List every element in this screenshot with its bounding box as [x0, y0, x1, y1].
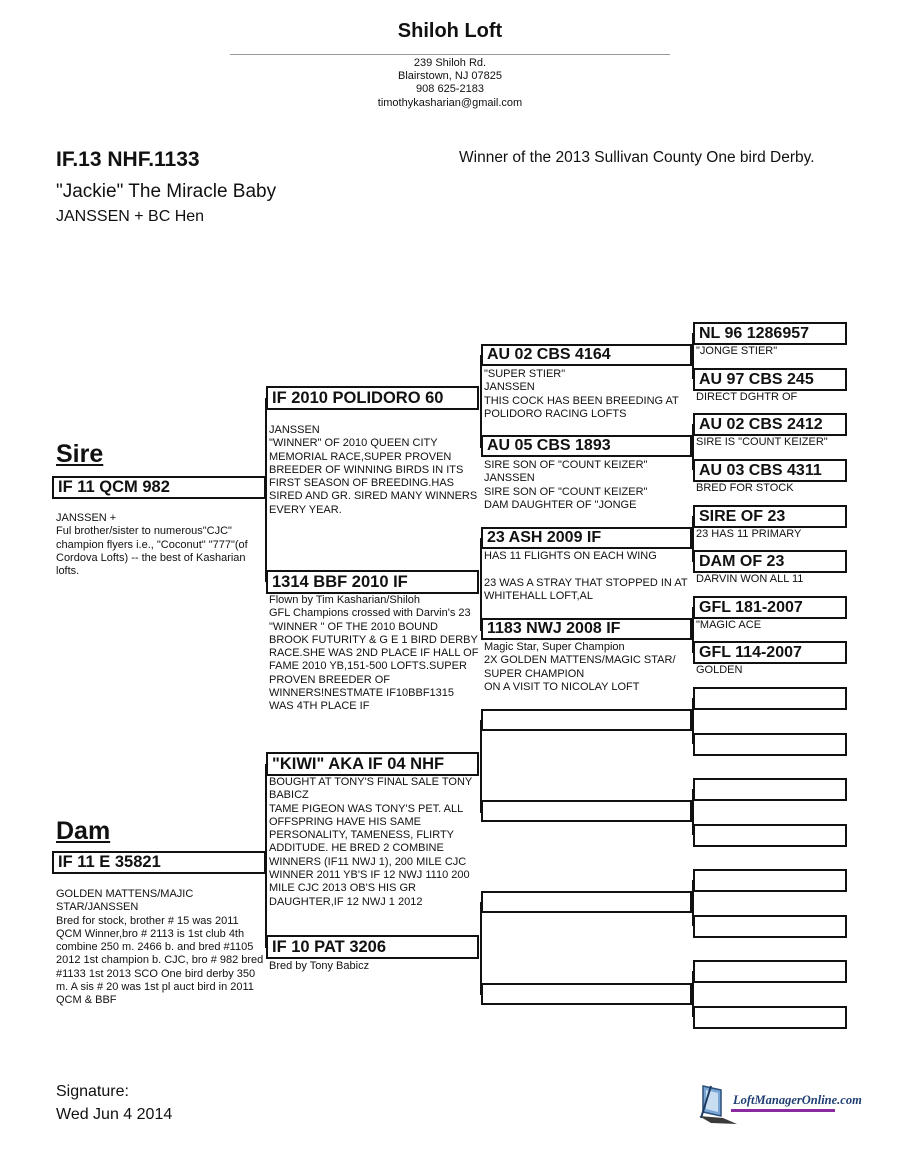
loft-phone: 908 625-2183 — [416, 83, 484, 95]
dam-connector — [265, 764, 267, 948]
gen3-box-6 — [481, 800, 692, 822]
gen4-notes-6: DARVIN WON ALL 11 — [696, 573, 804, 585]
gen3-band-3: 23 ASH 2009 IF — [487, 529, 602, 546]
gen4-box-6 — [693, 550, 847, 573]
gen4-box-8 — [693, 641, 847, 664]
grandsire-paternal-notes: JANSSEN "WINNER" OF 2010 QUEEN CITY MEMORIAL RACE,SUPER PROVEN BREEDER OF WINNING BIRDS IN ITS FIRST SEASON OF BREEDING.HAS SIRED AND GR. SIRED MANY WINNERS EVERY YEAR. — [269, 424, 478, 516]
granddam-paternal-box — [266, 570, 479, 594]
dam-band-box — [52, 851, 266, 874]
signature-label: Signature: — [56, 1083, 129, 1100]
gen4-notes-4: BRED FOR STOCK — [696, 482, 794, 494]
sire-label: Sire — [56, 440, 104, 468]
header-divider — [230, 54, 670, 55]
loftmanager-logo — [697, 1080, 862, 1128]
dam-band: IF 11 E 35821 — [58, 853, 161, 871]
granddam-maternal-box — [266, 935, 479, 959]
gen4-connector-3 — [692, 516, 694, 562]
gen3-notes-1: "SUPER STIER" JANSSEN THIS COCK HAS BEEN BREEDING AT POLIDORO RACING LOFTS — [484, 368, 679, 420]
gen3-notes-4: Magic Star, Super Champion 2X GOLDEN MATTENS/MAGIC STAR/ SUPER CHAMPION ON A VISIT TO NICOLAY LOFT — [484, 641, 676, 693]
gen3-notes-2: SIRE SON OF "COUNT KEIZER" JANSSEN SIRE SON OF "COUNT KEIZER" DAM DAUGHTER OF "JONGE — [484, 459, 648, 511]
sire-band-box — [52, 476, 266, 499]
gen4-box-2 — [693, 368, 847, 391]
gen4-notes-7: "MAGIC ACE — [696, 619, 762, 631]
gen4-box-16 — [693, 1006, 847, 1029]
gen4-connector-2 — [692, 424, 694, 470]
granddam-maternal-band: IF 10 PAT 3206 — [272, 938, 387, 956]
gen4-box-3 — [693, 413, 847, 436]
grandsire-maternal-band: "KIWI" AKA IF 04 NHF — [272, 755, 445, 773]
sire-connector — [265, 398, 267, 582]
gen4-box-11 — [693, 778, 847, 801]
logo-text: LoftManagerOnline.com — [733, 1093, 862, 1107]
loft-email: timothykasharian@gmail.com — [377, 97, 523, 109]
gen3-box-1 — [481, 344, 692, 366]
gen3-band-4: 1183 NWJ 2008 IF — [487, 620, 621, 637]
gen4-notes-8: GOLDEN — [696, 664, 743, 676]
dam-label: Dam — [56, 817, 111, 845]
laptop-icon — [699, 1086, 737, 1124]
grandsire-maternal-box — [266, 752, 479, 776]
gen4-connector-6 — [692, 789, 694, 835]
dam-notes: GOLDEN MATTENS/MAJIC STAR/JANSSEN Bred for stock, brother # 15 was 2011 QCM Winner,bro # 2113 is 1st club 4th combine 250 m. 2466 b. and bred #1105 2012 1st champion b. CJC, bro # 982 bred #1133 1st 2013 SCO One bird derby 350 m. A sis # 20 was 1st pl auct bird in 2011 QCM & BBF — [56, 888, 264, 1007]
loft-name: Shiloh Loft — [397, 20, 503, 42]
gen4-notes-1: "JONGE STIER" — [696, 345, 778, 357]
gen3-connector-1 — [480, 355, 482, 448]
loft-address: 239 Shiloh Rd. — [413, 57, 487, 69]
gen4-band-8: GFL 114-2007 — [699, 644, 802, 661]
gen4-connector-5 — [692, 698, 694, 744]
print-date: Wed Jun 4 2014 — [56, 1106, 173, 1123]
loft-city: Blairstown, NJ 07825 — [398, 70, 502, 82]
gen3-connector-3 — [480, 720, 482, 813]
gen4-box-14 — [693, 915, 847, 938]
gen4-band-2: AU 97 CBS 245 — [699, 371, 814, 388]
bird-band: IF.13 NHF.1133 — [56, 148, 200, 171]
gen3-notes-3: HAS 11 FLIGHTS ON EACH WING 23 WAS A STRAY THAT STOPPED IN AT WHITEHALL LOFT,AL — [484, 550, 688, 602]
gen4-band-1: NL 96 1286957 — [699, 325, 810, 342]
gen3-connector-4 — [480, 902, 482, 995]
gen3-band-1: AU 02 CBS 4164 — [487, 346, 611, 363]
grandsire-paternal-band: IF 2010 POLIDORO 60 — [272, 389, 444, 407]
gen4-box-5 — [693, 505, 847, 528]
gen4-band-4: AU 03 CBS 4311 — [699, 462, 822, 479]
gen4-connector-1 — [692, 333, 694, 379]
gen4-band-6: DAM OF 23 — [699, 553, 785, 570]
gen4-band-5: SIRE OF 23 — [699, 508, 786, 525]
bird-achievement: Winner of the 2013 Sullivan County One bird Derby. — [459, 149, 815, 166]
gen4-box-9 — [693, 687, 847, 710]
grandsire-maternal-notes: BOUGHT AT TONY'S FINAL SALE TONY BABICZ TAME PIGEON WAS TONY'S PET. ALL OFFSPRING HAVE HIS SAME PERSONALITY, TAMENESS, FLIRTY ADDITUDE. HE BRED 2 COMBINE WINNERS (IF11 NWJ 1), 200 MILE CJC WINNER 2011 YB'S IF 12 NWJ 1110 200 MILE CJC 2013 OB'S HIS GR DAUGHTER,IF 12 NWJ 1 2012 — [269, 776, 473, 908]
gen4-notes-3: SIRE IS "COUNT KEIZER" — [696, 436, 828, 448]
gen4-band-3: AU 02 CBS 2412 — [699, 416, 823, 433]
gen4-box-10 — [693, 733, 847, 756]
granddam-paternal-notes: Flown by Tim Kasharian/Shiloh GFL Champions crossed with Darvin's 23 "WINNER " OF THE 2010 BOUND BROOK FUTURITY & G E 1 BIRD DERBY RACE.SHE WAS 2ND PLACE IF HALL OF FAME 2010 YB,151-500 LOFTS.SUPER PROVEN BREEDER OF WINNERS!NESTMATE IF10BBF1315 WAS 4TH PLACE IF — [269, 594, 479, 713]
gen4-notes-5: 23 HAS 11 PRIMARY — [696, 528, 802, 540]
gen4-box-7 — [693, 596, 847, 619]
gen4-box-13 — [693, 869, 847, 892]
gen3-box-3 — [481, 527, 692, 549]
gen3-box-2 — [481, 435, 692, 457]
gen4-box-1 — [693, 322, 847, 345]
gen4-connector-8 — [692, 971, 694, 1017]
gen3-box-5 — [481, 709, 692, 731]
sire-notes: JANSSEN + Ful brother/sister to numerous"CJC" champion flyers i.e., "Coconut" "777"(of Cordova Lofts) -- the best of Kasharian lofts. — [56, 512, 248, 578]
gen3-connector-2 — [480, 538, 482, 631]
gen4-box-15 — [693, 960, 847, 983]
grandsire-paternal-box — [266, 386, 479, 410]
gen4-box-12 — [693, 824, 847, 847]
granddam-paternal-band: 1314 BBF 2010 IF — [272, 573, 408, 591]
gen4-notes-2: DIRECT DGHTR OF — [696, 391, 798, 403]
gen4-connector-4 — [692, 607, 694, 653]
gen3-box-4 — [481, 618, 692, 640]
bird-name: "Jackie" The Miracle Baby — [56, 181, 277, 202]
gen3-band-2: AU 05 CBS 1893 — [487, 437, 611, 454]
sire-band: IF 11 QCM 982 — [58, 478, 170, 496]
gen4-box-4 — [693, 459, 847, 482]
gen3-box-7 — [481, 891, 692, 913]
gen4-connector-7 — [692, 880, 694, 926]
bird-strain: JANSSEN + BC Hen — [56, 208, 205, 225]
gen3-box-8 — [481, 983, 692, 1005]
gen4-band-7: GFL 181-2007 — [699, 599, 803, 616]
granddam-maternal-notes: Bred by Tony Babicz — [269, 960, 370, 972]
